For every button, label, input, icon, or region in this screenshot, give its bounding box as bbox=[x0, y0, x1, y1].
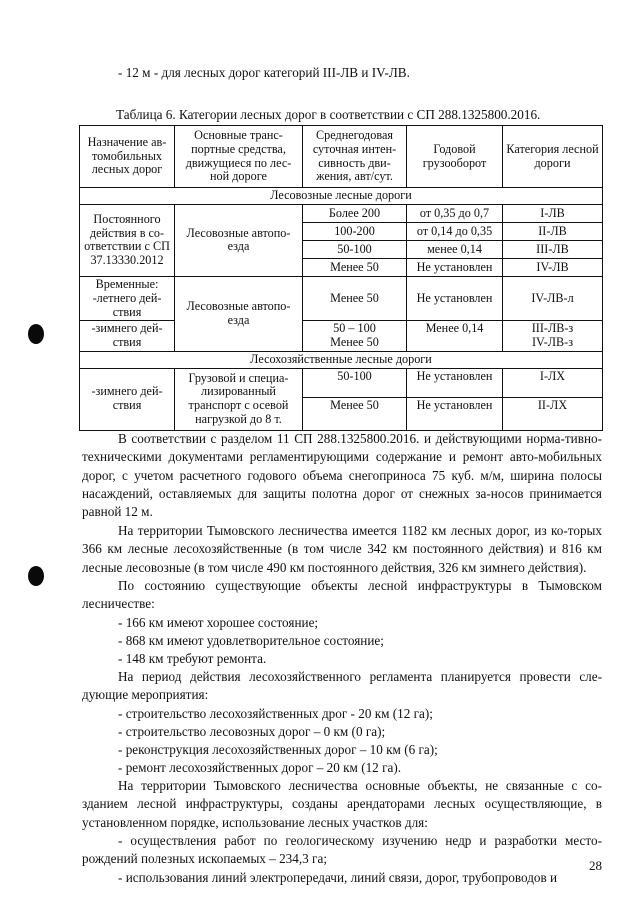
list-item: - осуществления работ по геологическому изучению недр и разработки место-рождений полезных ископаемых – 234,3 га; bbox=[82, 833, 602, 867]
list-item: - строительство лесохозяйственных дрог - 20 км (12 га); bbox=[118, 706, 433, 721]
section-row bbox=[80, 351, 603, 368]
page-number: 28 bbox=[589, 858, 602, 873]
paragraph-other-objects: На территории Тымовского лесничества основные объекты, не связанные с со-зданием лесной инфраструктуры, созданы арендаторами лесных осуществляющие, в установленном порядке, использование лесных участков для: bbox=[82, 778, 602, 830]
paragraph-snow-protection: В соответствии с разделом 11 СП 288.1325800.2016. и действующими норма-тивно-техническими документами регламентирующими содержание и ремонт авто-мобильных дорог, с учетом расчетного годового объема снегоприноса 75 куб. м/м, ширина полосы насаждений, оставляемых для защиты полотна дорог от снежных за-носов принимается равной 12 м. bbox=[82, 431, 602, 520]
cell-purpose-permanent: Постоянного действия в со-ответствии с СП 37.13330.2012 bbox=[80, 204, 175, 276]
cell-purpose-forestry: -зимнего дей-ствия bbox=[80, 368, 175, 430]
section-row bbox=[80, 188, 603, 205]
header-transport: Основные транс-портные средства, движущиеся по лес-ной дороге bbox=[175, 126, 303, 188]
intensity-line: Менее 50 bbox=[330, 335, 379, 350]
table-row bbox=[80, 321, 603, 352]
cell-freight: Не установлен bbox=[407, 368, 503, 397]
cell-category: II-ЛВ bbox=[503, 222, 603, 240]
cell-category: IV-ЛВ-л bbox=[503, 276, 603, 320]
cell-freight: от 0,14 до 0,35 bbox=[407, 222, 503, 240]
header-freight: Годовой грузооборот bbox=[407, 126, 503, 188]
table-row bbox=[80, 276, 603, 320]
list-item: - использования линий электропередачи, линий связи, дорог, трубопроводов и bbox=[118, 870, 558, 885]
cell-intensity-winter bbox=[303, 321, 407, 352]
cell-intensity: 100-200 bbox=[303, 222, 407, 240]
table-row bbox=[80, 368, 603, 397]
list-item: - ремонт лесохозяйственных дорог – 20 км (12 га). bbox=[118, 760, 402, 775]
cell-transport-permanent: Лесовозные автопо-езда bbox=[175, 204, 303, 276]
section-forestry-roads: Лесохозяйственные лесные дороги bbox=[80, 351, 603, 368]
table-header-row bbox=[80, 126, 603, 188]
list-item: - строительство лесовозных дорог – 0 км (0 га); bbox=[118, 724, 386, 739]
cell-freight: менее 0,14 bbox=[407, 240, 503, 258]
punch-hole-mark bbox=[28, 566, 44, 586]
cell-category: IV-ЛВ bbox=[503, 258, 603, 276]
header-purpose: Назначение ав-томобильных лесных дорог bbox=[80, 126, 175, 188]
header-category: Категория лесной дороги bbox=[503, 126, 603, 188]
intensity-line: 50 – 100 bbox=[333, 321, 376, 336]
cell-freight: Не установлен bbox=[407, 258, 503, 276]
cell-freight: от 0,35 до 0,7 bbox=[407, 204, 503, 222]
paragraph-condition: По состоянию существующие объекты лесной инфраструктуры в Тымовском лесничестве: bbox=[82, 578, 602, 612]
category-line: III-ЛВ-з bbox=[531, 321, 574, 336]
cell-category-winter bbox=[503, 321, 603, 352]
list-item: - 868 км имеют удовлетворительное состояние; bbox=[118, 633, 384, 648]
list-item: - 148 км требуют ремонта. bbox=[118, 651, 267, 666]
top-list-line: - 12 м - для лесных дорог категорий III-ЛВ и IV-ЛВ. bbox=[118, 65, 410, 80]
cell-category: II-ЛХ bbox=[503, 397, 603, 430]
cell-intensity: Более 200 bbox=[303, 204, 407, 222]
cell-category: I-ЛВ bbox=[503, 204, 603, 222]
table-caption: Таблица 6. Категории лесных дорог в соответствии с СП 288.1325800.2016. bbox=[116, 107, 541, 122]
paragraph-plan: На период действия лесохозяйственного регламента планируется провести сле-дующие мероприятия: bbox=[82, 669, 602, 703]
cell-freight: Менее 0,14 bbox=[407, 321, 503, 352]
paragraph-road-totals: На территории Тымовского лесничества имеется 1182 км лесных дорог, из ко-торых 366 км лесные лесохозяйственные (в том числе 342 км постоянного действия) и 816 км лесные лесовозные (в том числе 490 км постоянного действия, 326 км зимнего действия). bbox=[82, 523, 602, 575]
category-line: IV-ЛВ-з bbox=[531, 335, 574, 350]
cell-transport-temporary: Лесовозные автопо-езда bbox=[175, 276, 303, 351]
cell-freight: Не установлен bbox=[407, 397, 503, 430]
cell-intensity: Менее 50 bbox=[303, 258, 407, 276]
cell-transport-forestry: Грузовой и специа-лизированный транспорт с осевой нагрузкой до 8 т. bbox=[175, 368, 303, 430]
cell-purpose-winter: -зимнего дей-ствия bbox=[80, 321, 175, 352]
cell-intensity: Менее 50 bbox=[303, 276, 407, 320]
table-row bbox=[80, 204, 603, 222]
section-logging-roads: Лесовозные лесные дороги bbox=[80, 188, 603, 205]
header-intensity: Среднегодовая суточная интен-сивность дви-жения, авт/сут. bbox=[303, 126, 407, 188]
cell-category: III-ЛВ bbox=[503, 240, 603, 258]
cell-intensity: 50-100 bbox=[303, 368, 407, 397]
cell-freight: Не установлен bbox=[407, 276, 503, 320]
road-categories-table bbox=[79, 125, 603, 431]
cell-intensity: 50-100 bbox=[303, 240, 407, 258]
list-item: - 166 км имеют хорошее состояние; bbox=[118, 615, 319, 630]
cell-purpose-summer: Временные: -летнего дей-ствия bbox=[80, 276, 175, 320]
cell-category: I-ЛХ bbox=[503, 368, 603, 397]
cell-intensity: Менее 50 bbox=[303, 397, 407, 430]
punch-hole-mark bbox=[28, 324, 44, 344]
list-item: - реконструкция лесохозяйственных дорог – 10 км (6 га); bbox=[118, 742, 438, 757]
